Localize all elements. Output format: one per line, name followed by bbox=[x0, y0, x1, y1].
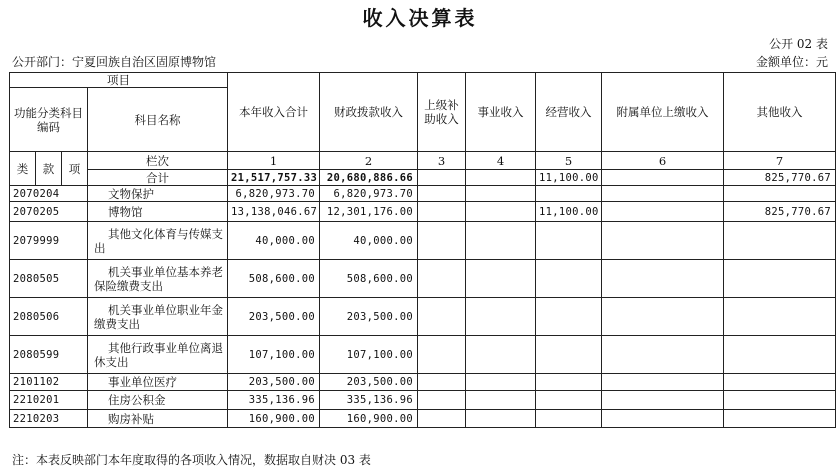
row-code: 2080506 bbox=[10, 298, 88, 336]
row-name-text: 博物馆 bbox=[108, 204, 143, 219]
table-row bbox=[10, 336, 836, 374]
row-value bbox=[418, 202, 466, 222]
header-col-4: 事业收入 bbox=[466, 73, 536, 152]
row-code: 2079999 bbox=[10, 222, 88, 260]
row-value: 6,820,973.70 bbox=[320, 186, 418, 202]
row-name bbox=[88, 186, 228, 202]
row-value bbox=[602, 202, 724, 222]
row-value: 13,138,046.67 bbox=[228, 202, 320, 222]
header-col-3: 上级补助收入 bbox=[418, 73, 466, 152]
row-value bbox=[418, 374, 466, 391]
total-value: 21,517,757.33 bbox=[228, 170, 320, 186]
row-name bbox=[88, 336, 228, 374]
header-lei: 类 bbox=[10, 152, 36, 186]
row-value bbox=[418, 298, 466, 336]
row-code: 2210201 bbox=[10, 391, 88, 410]
row-value bbox=[602, 186, 724, 202]
header-col-5: 经营收入 bbox=[536, 73, 602, 152]
table-row bbox=[10, 202, 836, 222]
header-project: 项目 bbox=[10, 73, 228, 88]
row-value bbox=[602, 336, 724, 374]
row-value: 11,100.00 bbox=[536, 202, 602, 222]
row-value bbox=[466, 391, 536, 410]
row-code: 2210203 bbox=[10, 410, 88, 428]
row-name-text: 机关事业单位职业年金缴费支出 bbox=[94, 302, 223, 331]
row-value: 335,136.96 bbox=[320, 391, 418, 410]
row-value bbox=[536, 222, 602, 260]
total-value: 11,100.00 bbox=[536, 170, 602, 186]
row-value bbox=[602, 374, 724, 391]
row-name bbox=[88, 202, 228, 222]
row-value bbox=[724, 374, 836, 391]
col-no-3: 3 bbox=[418, 152, 466, 170]
row-value bbox=[418, 410, 466, 428]
row-value: 203,500.00 bbox=[320, 298, 418, 336]
header-subject-name: 科目名称 bbox=[88, 88, 228, 152]
header-func-code: 功能分类科目编码 bbox=[10, 88, 88, 152]
row-value bbox=[536, 260, 602, 298]
header-col-7: 其他收入 bbox=[724, 73, 836, 152]
row-value: 203,500.00 bbox=[228, 374, 320, 391]
row-value bbox=[466, 222, 536, 260]
row-value bbox=[466, 374, 536, 391]
income-table bbox=[9, 72, 836, 428]
row-name bbox=[88, 374, 228, 391]
row-name bbox=[88, 298, 228, 336]
row-value bbox=[536, 298, 602, 336]
col-no-2: 2 bbox=[320, 152, 418, 170]
amount-unit-label: 金额单位：元 bbox=[755, 55, 828, 69]
row-value bbox=[602, 391, 724, 410]
col-no-5: 5 bbox=[536, 152, 602, 170]
row-code: 2070204 bbox=[10, 186, 88, 202]
row-value: 12,301,176.00 bbox=[320, 202, 418, 222]
table-row bbox=[10, 260, 836, 298]
row-value bbox=[466, 298, 536, 336]
row-value: 6,820,973.70 bbox=[228, 186, 320, 202]
header-lanci: 栏次 bbox=[88, 152, 228, 170]
row-value bbox=[536, 336, 602, 374]
row-value: 40,000.00 bbox=[320, 222, 418, 260]
row-value bbox=[724, 410, 836, 428]
row-value bbox=[536, 391, 602, 410]
table-row bbox=[10, 186, 836, 202]
table-row bbox=[10, 374, 836, 391]
row-value bbox=[466, 260, 536, 298]
table-row bbox=[10, 391, 836, 410]
col-no-4: 4 bbox=[466, 152, 536, 170]
row-value bbox=[724, 336, 836, 374]
row-value bbox=[418, 260, 466, 298]
row-value: 825,770.67 bbox=[724, 202, 836, 222]
row-value bbox=[536, 186, 602, 202]
row-value bbox=[466, 410, 536, 428]
row-value: 107,100.00 bbox=[228, 336, 320, 374]
row-name-text: 其他行政事业单位离退休支出 bbox=[94, 340, 223, 369]
row-value bbox=[418, 391, 466, 410]
row-name bbox=[88, 222, 228, 260]
row-name-text: 其他文化体育与传媒支出 bbox=[94, 226, 223, 255]
row-code: 2101102 bbox=[10, 374, 88, 391]
header-col-6: 附属单位上缴收入 bbox=[602, 73, 724, 152]
header-col-2: 财政拨款收入 bbox=[320, 73, 418, 152]
row-value: 40,000.00 bbox=[228, 222, 320, 260]
row-name-text: 住房公积金 bbox=[108, 393, 166, 407]
table-row bbox=[10, 410, 836, 428]
total-value bbox=[418, 170, 466, 186]
row-value: 107,100.00 bbox=[320, 336, 418, 374]
row-name-text: 机关事业单位基本养老保险缴费支出 bbox=[94, 264, 223, 293]
row-value: 508,600.00 bbox=[228, 260, 320, 298]
row-value: 203,500.00 bbox=[320, 374, 418, 391]
row-name-text: 事业单位医疗 bbox=[108, 375, 177, 389]
row-value bbox=[418, 336, 466, 374]
row-value bbox=[724, 391, 836, 410]
row-code: 2080599 bbox=[10, 336, 88, 374]
total-row bbox=[10, 170, 836, 186]
row-value bbox=[602, 410, 724, 428]
header-kuan: 款 bbox=[36, 152, 62, 186]
row-value bbox=[466, 186, 536, 202]
total-value: 825,770.67 bbox=[724, 170, 836, 186]
form-number: 公开 02 表 bbox=[769, 37, 828, 51]
row-name bbox=[88, 410, 228, 428]
table-row bbox=[10, 222, 836, 260]
col-no-7: 7 bbox=[724, 152, 836, 170]
row-value: 335,136.96 bbox=[228, 391, 320, 410]
total-value bbox=[602, 170, 724, 186]
row-value bbox=[602, 298, 724, 336]
row-name bbox=[88, 391, 228, 410]
row-value bbox=[602, 260, 724, 298]
header-col-1: 本年收入合计 bbox=[228, 73, 320, 152]
department-label: 公开部门：宁夏回族自治区固原博物馆 bbox=[12, 55, 217, 69]
col-no-1: 1 bbox=[228, 152, 320, 170]
row-code: 2070205 bbox=[10, 202, 88, 222]
total-value bbox=[466, 170, 536, 186]
row-value bbox=[536, 374, 602, 391]
total-value: 20,680,886.66 bbox=[320, 170, 418, 186]
table-title: 收入决算表 bbox=[362, 6, 478, 30]
table-row bbox=[10, 298, 836, 336]
row-value bbox=[724, 298, 836, 336]
row-value bbox=[724, 222, 836, 260]
header-xiang: 项 bbox=[62, 152, 88, 186]
row-value bbox=[418, 222, 466, 260]
total-label: 合计 bbox=[88, 170, 228, 186]
col-no-6: 6 bbox=[602, 152, 724, 170]
row-value bbox=[602, 222, 724, 260]
row-name-text: 购房补贴 bbox=[108, 411, 154, 426]
row-value: 160,900.00 bbox=[228, 410, 320, 428]
row-value bbox=[466, 336, 536, 374]
row-value bbox=[724, 186, 836, 202]
row-value bbox=[466, 202, 536, 222]
row-value bbox=[724, 260, 836, 298]
row-value bbox=[536, 410, 602, 428]
footnote: 注：本表反映部门本年度取得的各项收入情况，数据取自财决 03 表 bbox=[12, 453, 371, 467]
row-value: 508,600.00 bbox=[320, 260, 418, 298]
row-value: 203,500.00 bbox=[228, 298, 320, 336]
row-value bbox=[418, 186, 466, 202]
row-value: 160,900.00 bbox=[320, 410, 418, 428]
row-name bbox=[88, 260, 228, 298]
row-name-text: 文物保护 bbox=[108, 186, 154, 201]
row-code: 2080505 bbox=[10, 260, 88, 298]
